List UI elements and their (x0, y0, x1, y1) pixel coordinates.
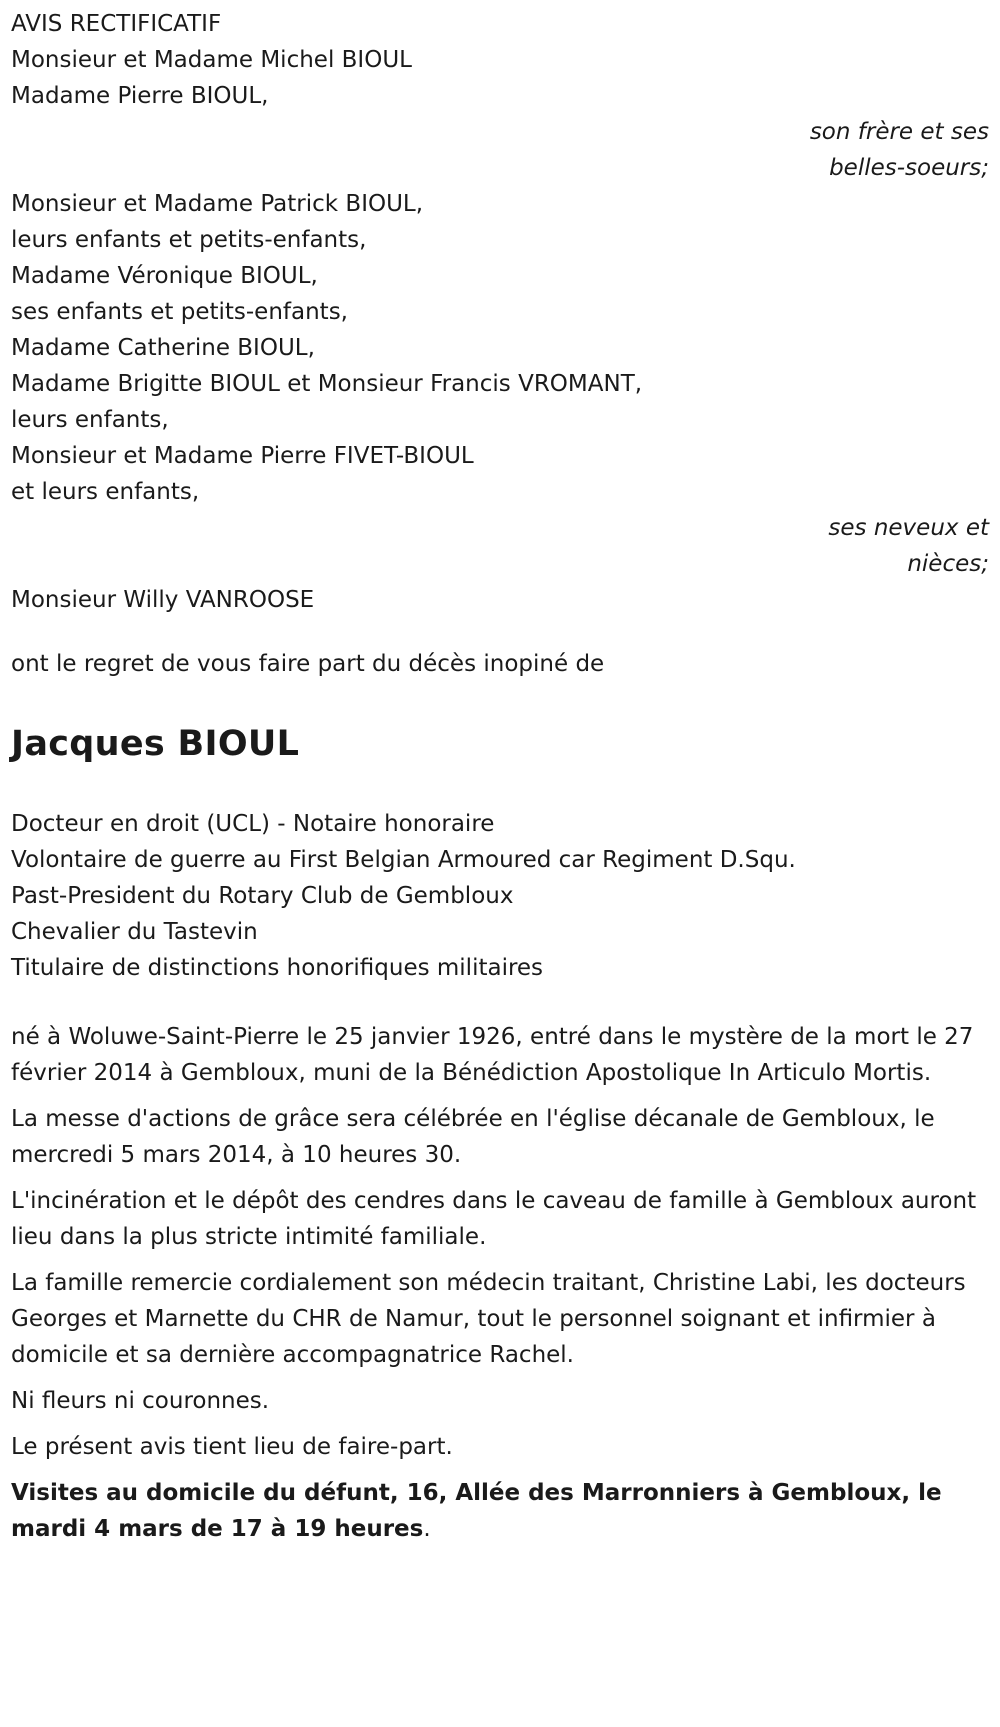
paragraph-visits (11, 1475, 991, 1547)
relation-note: son frère et ses (809, 119, 989, 145)
family-line: Monsieur et Madame Michel BIOUL (11, 47, 412, 73)
paragraph-thanks: La famille remercie cordialement son médecin traitant, Christine Labi, les docteurs Georges et Marnette du CHR de Namur, tout le personnel soignant et infirmier à domicile et sa dernière accompagnatrice Rachel. (11, 1270, 966, 1368)
paragraph-faire-part: Le présent avis tient lieu de faire-part. (11, 1434, 453, 1460)
paragraph-incineration: L'incinération et le dépôt des cendres dans le caveau de famille à Gembloux auront lieu dans la plus stricte intimité familiale. (11, 1188, 977, 1250)
relation-note: belles-soeurs; (829, 155, 989, 181)
family-line: et leurs enfants, (11, 479, 200, 505)
visits-period: . (423, 1516, 431, 1542)
title-line: Chevalier du Tastevin (11, 919, 258, 945)
family-line: Madame Pierre BIOUL, (11, 83, 269, 109)
paragraph-birth-death: né à Woluwe-Saint-Pierre le 25 janvier 1926, entré dans le mystère de la mort le 27 février 2014 à Gembloux, muni de la Bénédiction Apostolique In Articulo Mortis. (11, 1024, 974, 1086)
paragraph-mass: La messe d'actions de grâce sera célébrée en l'église décanale de Gembloux, le mercredi 5 mars 2014, à 10 heures 30. (11, 1106, 935, 1168)
death-notice (11, 6, 991, 1557)
paragraph-flowers: Ni fleurs ni couronnes. (11, 1388, 270, 1414)
announcement-text: ont le regret de vous faire part du décès inopiné de (11, 651, 605, 677)
relation-note: ses neveux et (828, 515, 989, 541)
visits-text: Visites au domicile du défunt, 16, Allée des Marronniers à Gembloux, le mardi 4 mars de 17 à 19 heures (11, 1480, 942, 1542)
title-line: Titulaire de distinctions honorifiques militaires (11, 955, 544, 981)
family-line: Monsieur et Madame Pierre FIVET-BIOUL (11, 443, 474, 469)
family-line: Monsieur Willy VANROOSE (11, 587, 315, 613)
relation-note: nièces; (907, 551, 989, 577)
family-line: Madame Catherine BIOUL, (11, 335, 315, 361)
family-line: Madame Véronique BIOUL, (11, 263, 318, 289)
family-line: leurs enfants, (11, 407, 169, 433)
family-line: ses enfants et petits-enfants, (11, 299, 348, 325)
family-line: leurs enfants et petits-enfants, (11, 227, 367, 253)
deceased-name: Jacques BIOUL (11, 724, 300, 764)
title-line: Docteur en droit (UCL) - Notaire honoraire (11, 811, 495, 837)
notice-header: AVIS RECTIFICATIF (11, 11, 222, 37)
title-line: Past-President du Rotary Club de Gembloux (11, 883, 514, 909)
family-line: Madame Brigitte BIOUL et Monsieur Francis VROMANT, (11, 371, 643, 397)
title-line: Volontaire de guerre au First Belgian Armoured car Regiment D.Squ. (11, 847, 796, 873)
family-line: Monsieur et Madame Patrick BIOUL, (11, 191, 424, 217)
